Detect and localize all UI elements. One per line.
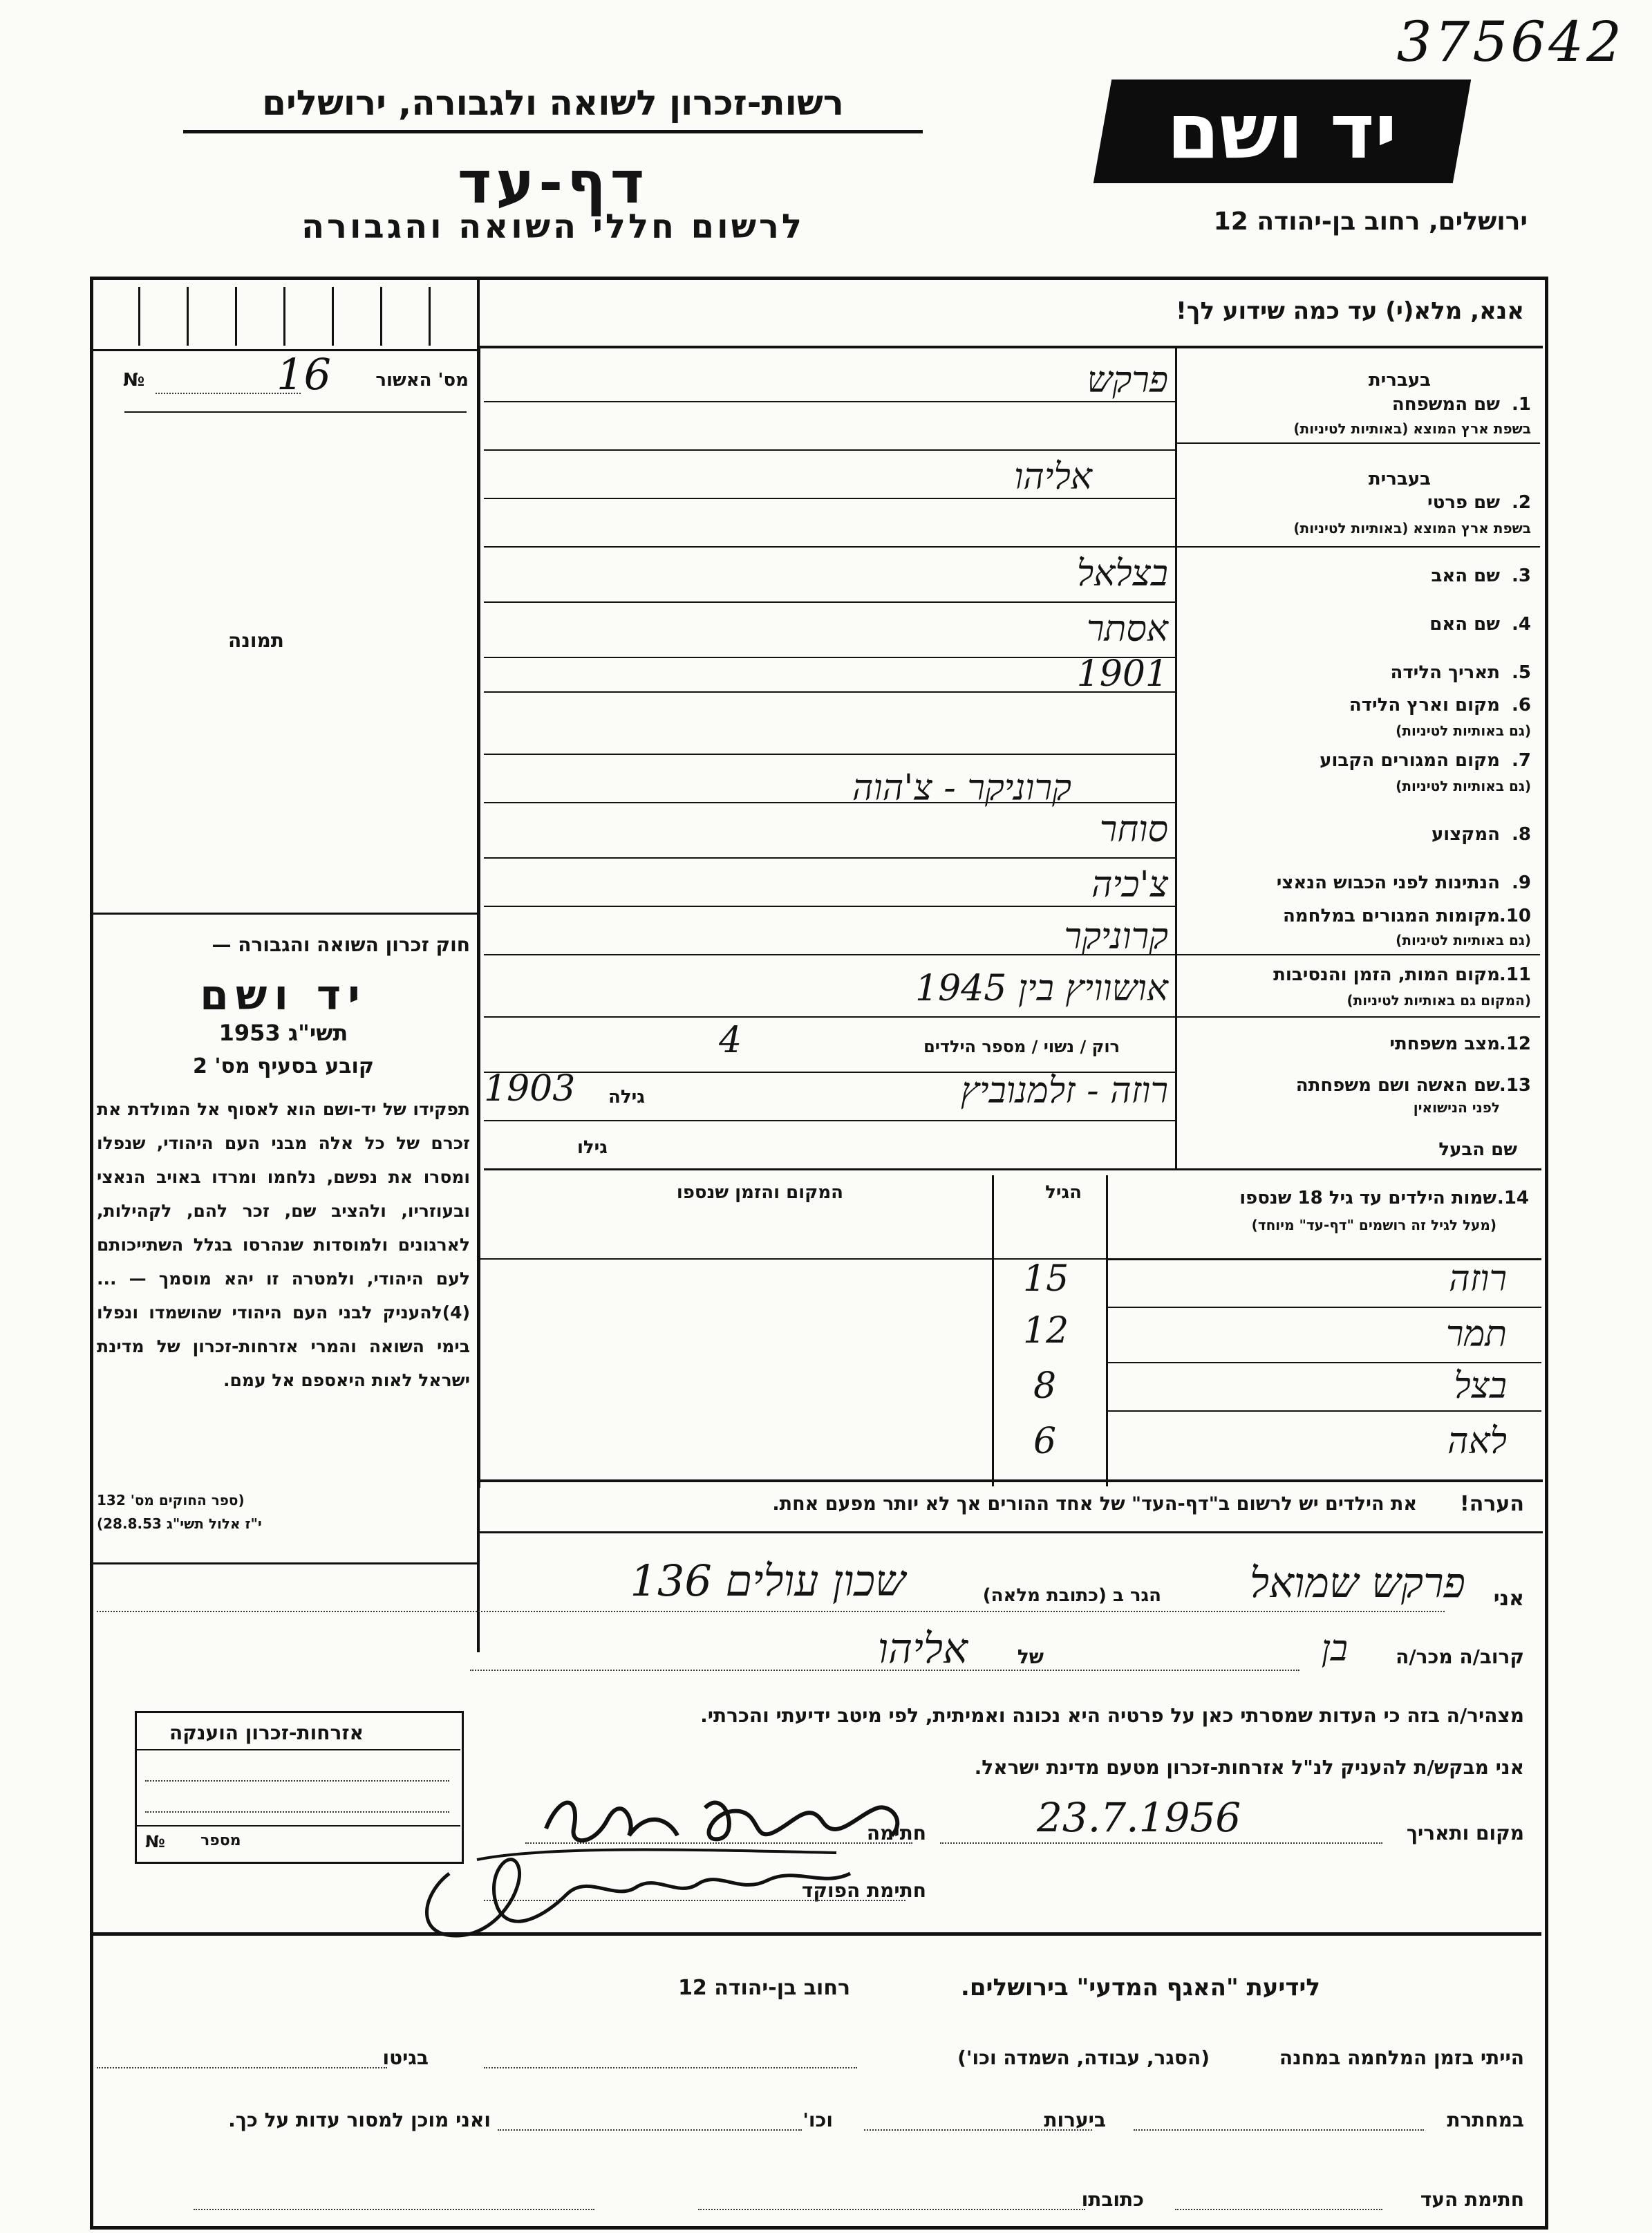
children-col-age: הגיל [1045, 1182, 1082, 1203]
f11-label: מקום המות, הזמן והנסיבות [1273, 964, 1500, 985]
f12-value: 4 [719, 1020, 742, 1061]
footer-witness-signature-label: חתימת העד [1420, 2188, 1524, 2211]
f13-note: לפני הנישואין [1413, 1099, 1500, 1116]
header-address: ירושלים, רחוב בן-יהודה 12 [1213, 207, 1528, 236]
f8-label: המקצוע [1431, 824, 1500, 845]
f11-num: 11. [1499, 964, 1531, 985]
f13-age-label: גילה [608, 1087, 645, 1108]
officer-signature-label: חתימת הפוקד [801, 1879, 926, 1902]
law-citation-2: י"ז אלול תשי"ג 28.8.53) [97, 1515, 262, 1532]
footer-camp-label: הייתי בזמן המלחמה במחנה [1279, 2046, 1524, 2069]
photo-label: תמונה [228, 629, 284, 652]
archive-number: 375642 [1396, 10, 1624, 74]
husband-age-label: גילו [577, 1137, 608, 1158]
children-col-place: המקום והזמן שנספו [676, 1182, 843, 1203]
f7-value: קרוניקר - צ'הוה [852, 767, 1071, 809]
authority-title: רשות-זכרון לשואה ולגבורה, ירושלים [183, 83, 923, 133]
footer-witness-address-label: כתובתו [1081, 2188, 1144, 2211]
footer-testimony-willing: ואני מוכן למסור עדות על כך. [228, 2109, 491, 2131]
child-4-name: לאה [1447, 1421, 1507, 1462]
f12-num: 12. [1499, 1034, 1531, 1054]
law-title: חוק זכרון השואה והגבורה — [212, 933, 470, 956]
f4-num: 4. [1512, 614, 1531, 635]
child-2-name: תמר [1445, 1314, 1507, 1355]
f2-value: אליהו [1014, 456, 1092, 498]
footer-address: רחוב בן-יהודה 12 [678, 1976, 850, 2000]
husband-label: שם הבעל [1438, 1139, 1517, 1160]
footer-title: לידיעת "האגף המדעי" בירושלים. [960, 1974, 1320, 2001]
f1-num: 1. [1512, 394, 1531, 415]
declarant-statement: מצהיר/ה בזה כי העדות שמסרתי כאן על פרטיה היא נכונה ואמיתית, לפי מיטב ידיעתי והכרתי. [700, 1704, 1524, 1727]
declarant-of-label: של [1017, 1645, 1044, 1668]
law-citation-1: (ספר החוקים מס' 132 [97, 1492, 245, 1508]
logo-text: יד ושם [1167, 87, 1398, 176]
footer-ghetto-label: בגיטו [382, 2046, 429, 2069]
f5-label: תאריך הלידה [1390, 662, 1500, 683]
f2-native-note: בשפת ארץ המוצא (באותיות לטיניות) [1293, 520, 1531, 536]
law-clause: קובע בסעיף מס' 2 [193, 1054, 374, 1078]
f6-label: מקום וארץ הלידה [1349, 695, 1500, 716]
f6-latin-note: (גם באותיות לטיניות) [1396, 722, 1531, 739]
child-3-name: בצל [1454, 1365, 1507, 1407]
declarant-name: פרקש שמואל [1249, 1559, 1465, 1607]
f9-num: 9. [1512, 872, 1531, 893]
child-3-age: 8 [1033, 1365, 1057, 1407]
f3-value: בצלאל [1076, 553, 1168, 595]
f13-label: שם האשה ושם משפחתה [1295, 1075, 1500, 1096]
f7-num: 7. [1512, 750, 1531, 771]
f9-label: הנתינות לפני הכבוש הנאצי [1276, 872, 1500, 893]
declarant-of: אליהו [877, 1625, 968, 1673]
f1-hebrew-tag: בעברית [1368, 370, 1431, 391]
f10-num: 10. [1499, 906, 1531, 926]
f13-value: רוזה - זלמנוביץ [960, 1070, 1168, 1112]
remark-text: את הילדים יש לרשום ב"דף-העד" של אחד ההורים אך לא יותר מפעם אחת. [772, 1493, 1417, 1515]
f1-value: פרקש [1087, 359, 1168, 401]
f1-native-note: בשפת ארץ המוצא (באותיות לטיניות) [1293, 420, 1531, 437]
form-subtitle: לרשום חללי השואה והגבורה [301, 207, 805, 246]
f4-label: שם האם [1429, 614, 1500, 635]
declarant-address: שכון עולים 136 [630, 1555, 905, 1606]
declarant-relation: בן [1321, 1628, 1348, 1670]
child-1-name: רוזה [1449, 1258, 1507, 1300]
f1-label: שם המשפחה [1391, 394, 1500, 415]
f5-value: 1901 [1076, 653, 1168, 695]
f10-label: מקומות המגורים במלחמה [1282, 906, 1500, 926]
file-number-value: 16 [276, 349, 331, 400]
f12-options: רוק / נשוי / מספר הילדים [923, 1037, 1120, 1056]
children-title: שמות הילדים עד גיל 18 שנספו [1239, 1188, 1496, 1208]
declarant-i-label: אני [1493, 1587, 1524, 1611]
footer-forests-label: ביערות [1044, 2109, 1106, 2131]
citizenship-number-label: מספר [200, 1832, 241, 1849]
declarant-relation-label: קרוב/ה מכר/ה [1396, 1645, 1524, 1668]
footer-etc-label: וכו' [802, 2109, 833, 2131]
f2-label: שם פרטי [1427, 492, 1500, 513]
f12-label: מצב משפחתי [1389, 1034, 1500, 1054]
tick-row [138, 283, 470, 346]
f8-num: 8. [1512, 824, 1531, 845]
place-date-label: מקום ותאריך [1406, 1822, 1524, 1844]
child-1-age: 15 [1023, 1258, 1069, 1300]
f9-value: צ'כיה [1091, 864, 1168, 906]
footer-camp-types: (הסגר, עבודה, השמדה וכו') [957, 2046, 1210, 2069]
child-2-age: 12 [1023, 1310, 1069, 1352]
f2-hebrew-tag: בעברית [1368, 469, 1431, 489]
child-4-age: 6 [1033, 1421, 1057, 1462]
signature-label: חתימה [866, 1822, 926, 1844]
f13-age: 1903 [484, 1068, 576, 1110]
children-note: (מעל לגיל זה רושמים "דף-עד" מיוחד) [1251, 1217, 1496, 1233]
f13-num: 13. [1499, 1075, 1531, 1096]
f6-num: 6. [1512, 695, 1531, 716]
f10-latin-note: (גם באותיות לטיניות) [1396, 932, 1531, 949]
law-org: יד ושם [200, 971, 367, 1020]
citizenship-box-title: אזרחות-זכרון הוענקה [169, 1721, 364, 1744]
remark-label: הערה! [1460, 1492, 1524, 1516]
footer-underground-label: במחתרת [1447, 2109, 1524, 2131]
children-num: 14. [1496, 1188, 1529, 1208]
f11-value: אושוויץ בין 1945 [914, 968, 1168, 1009]
declarant-resides-label: הגר ב (כתובת מלאה) [982, 1585, 1161, 1606]
f4-value: אסתר [1086, 608, 1168, 650]
law-year: תשי"ג 1953 [218, 1020, 348, 1046]
instruction: אנא, מלא(י) עד כמה שידוע לך! [1176, 297, 1524, 325]
law-body: תפקידו של יד-ושם הוא לאסוף אל המולדת את זכרם של כל אלה מבני העם היהודי, שנפלו ומסרו את נפשם, נלחמו ומרדו באויב הנאצי ובעוזריו, ולהציב שם, זכר להם, לקהילות, לארגונים ולמוסדות שנהרסו בגלל השתייכותם לעם היהודי, ולמטרה זו יהא מוסמך — ...(4)להעניק לבני העם היהודי שהושמדו ונפלו בימי השואה והמרי אזרחות-זכרון של מדינת ישראל לאות היאספם אל עמם. [97, 1099, 470, 1390]
f7-label: מקום המגורים הקבוע [1320, 750, 1500, 771]
f7-latin-note: (גם באותיות לטיניות) [1396, 778, 1531, 794]
f11-note: (המקום גם באותיות לטיניות) [1346, 992, 1531, 1009]
f8-value: סוחר [1099, 809, 1168, 850]
f5-num: 5. [1512, 662, 1531, 683]
f10-value: קרוניקר [1064, 916, 1168, 957]
officer-signature [408, 1832, 878, 1956]
f3-label: שם האב [1431, 566, 1500, 586]
file-no-symbol: № [123, 370, 145, 391]
yad-vashem-logo [1093, 80, 1471, 183]
form-title: דף-עד [457, 149, 649, 216]
declarant-request: אני מבקש/ת להעניק לנ"ל אזרחות-זכרון מטעם מדינת ישראל. [974, 1756, 1524, 1779]
citizenship-no-symbol: № [145, 1832, 165, 1851]
declaration-date: 23.7.1956 [1037, 1794, 1241, 1841]
f2-num: 2. [1512, 492, 1531, 513]
file-number-label: מס' האשור [375, 370, 469, 391]
f3-num: 3. [1512, 566, 1531, 586]
